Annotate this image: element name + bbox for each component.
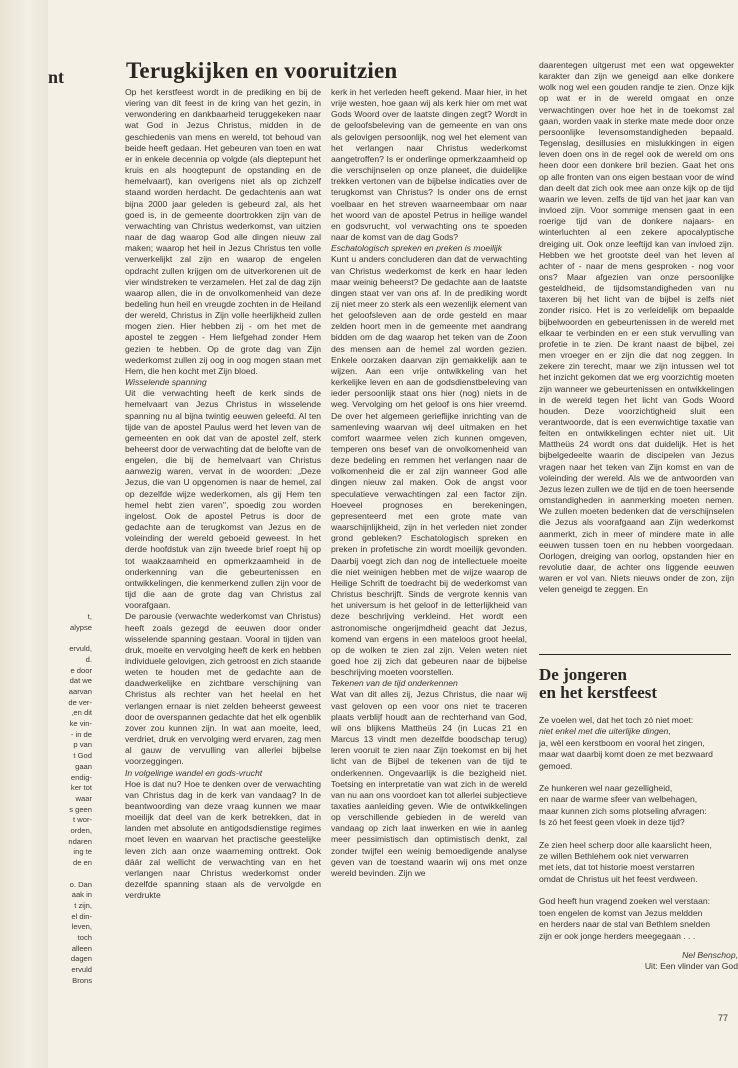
poem-title-line-1: De jongeren	[539, 665, 627, 684]
text-fragment: endig-	[70, 772, 92, 782]
poem-stanza	[539, 896, 738, 942]
poem-body	[539, 715, 738, 953]
poem-source: Uit: Een vlinder van God	[644, 961, 738, 972]
text-fragment: ing te	[73, 847, 92, 857]
text-fragment: ke vin-	[69, 719, 92, 729]
text-fragment: - in de	[70, 729, 92, 739]
poem-line: en naar de warme sfeer van welbehagen,	[539, 794, 698, 805]
poem-line: Ze voelen wel, dat het toch zó niet moet:	[539, 715, 694, 725]
poem-stanza	[539, 715, 738, 772]
poem-line: maar wat daarbij komt doen ze met bezwaard	[539, 749, 713, 760]
text-fragment: e door	[70, 665, 92, 675]
paragraph: Kunt u anders concluderen dan dat de verwachting van Christus wederkomst de kerk en haar leden maar weinig beheerst? De gedachte aan de laatste dingen staat ver van ons af. In de prediking wordt zij niet meer zo sterk als een wezenlijk element van het geloofsleven aan de orde gesteld en maar zelden hoort men in de gemeente met aandrang bidden om de dag waarop het teken van de Zoon des mensen aan de hemel zal worden gezien. Enkele oorzaken daarvan zijn gemakkelijk aan te wijzen. Aan een vrije ontwikkeling van het kerkelijke leven en aan de godsdienstbeleving van ieder persoonlijk staat ons hier (nog) niets in de weg. Vervolging om het geloof is ons hier vreemd. De over het algemeen gerieflijke inrichting van de samenleving waarvan wij deel uitmaken en het comfort waarmee velen zich kunnen omgeven, temperen ons besef van de onvolkomenheid van deze bedeling en remmen het verlangen naar de volkomenheid die er zal zijn wanneer God alle dingen nieuw zal maken. Ook de angst voor speculatieve verwachtingen zal een factor zijn. Hoeveel prognoses en berekeningen, gepresenteerd met een grote mate van waarschijnlijkheid, zijn in het verleden niet zonder grond gebleken? Eschatologisch spreken en preken in profetische zin wordt moeilijk gevonden. Daarbij voegt zich dan nog de intellectuele moeite die niet weinigen hebben met de wijze waarop de Heilige Schrift de toedracht bij de wederkomst van Christus beschrijft. Sinds de vergrote kennis van het universum is het geloof in de letterlijkheid van deze beschrijving verkleind. Het wordt een astronomische ongerijmdheid geacht dat Jezus, komend van ergens in een mateloos groot heelal, op de wolken te zien zal zijn. Velen weten niet goed hoe zij zich dat gebeuren naar de bijbelse beschrijving moeten voorstellen.	[331, 254, 527, 678]
section-divider	[539, 654, 731, 655]
scan-edge	[0, 0, 49, 1068]
poem-stanza	[539, 783, 738, 829]
poem-title	[539, 666, 738, 702]
text-fragment: d.	[85, 654, 92, 664]
text-fragment: toch	[77, 933, 92, 943]
text-fragment: gaan	[75, 761, 92, 771]
page-number: 77	[718, 1013, 729, 1023]
paragraph: kerk in het verleden heeft gekend. Maar hier, in het vrije westen, hoe gaan wij als kerk hier om met wat Gods Woord over de laatste dingen zegt? Wordt in de geloofsbeleving van de gemeente en van ons als gelovigen persoonlijk, nog wel het element van het verlangen naar Christus wederkomst aangetroffen? Is er onderlinge opmerkzaamheid op die verschijnselen op onze planeet, die duidelijke trekken vertonen van de bijbelse indicaties over de terugkomst van Christus? Is onder ons de ernst voelbaar en het streven waarneembaar om naar het woord van de apostel Petrus in heilige wandel en godsvrucht, vol verwachting ons te spoeden naar de komst van de dag Gods?	[331, 87, 527, 243]
poem-line: toen engelen de komst van Jezus meldden	[539, 907, 703, 918]
poem-line: omdat de Christus uit het feest verdween.	[539, 873, 698, 884]
text-fragment: alleen	[71, 943, 92, 953]
text-fragment: waar	[75, 793, 92, 803]
poem-line: niet enkel met die uiterlijke dingen,	[539, 726, 671, 737]
article-column-1	[125, 87, 321, 901]
text-fragment: t wor-	[73, 815, 92, 825]
text-fragment: ndaren	[68, 836, 92, 846]
paragraph: Uit die verwachting heeft de kerk sinds de hemelvaart van Jezus Christus in wisselende spanning nu al bijna twintig eeuwen geleefd. Al ten tijde van de apostel Paulus werd het leven van de gemeenten en ook dat van de apostel zelf, sterk beheerst door de verwachting dat de belofte van de engelen, die bij de hemelvaart van Christus aanwezig waren, vervat in de woorden: „Deze Jezus, die van U opgenomen is naar de hemel, zal op dezelfde wijze wederkomen, als gij Hem ten hemel hebt zien varen'', spoedig zou worden ingelost. Ook de apostel Petrus is door de gedachte aan de terugkomst van Jezus en de voleinding der wereld geboeid geweest. In het derde hoofdstuk van zijn tweede brief roept hij op tot waakzaamheid en opmerkzaamheid in de onderkenning van die gebeurtenissen en ontwikkelingen, die kenmerkend zullen zijn voor de tijd die aan de grote dag van Christus zal voorafgaan.	[125, 388, 321, 611]
article-column-3	[539, 60, 734, 596]
poem-title-line-2: en het kerstfeest	[539, 683, 658, 702]
previous-page-strip	[48, 52, 92, 992]
poem-line: ja, wèl een kerstboom en vooral het zingen,	[539, 737, 705, 748]
text-fragment: ker tot	[70, 783, 92, 793]
section-subheading: In volgelinge wandel en gods-vrucht	[125, 767, 263, 778]
paragraph: Hoe is dat nu? Hoe te denken over de verwachting van Christus dag in de kerk van vandaag? In de beantwoording van deze vraag kunnen we maar moeilijk dat deel van de kerk betrekken, dat in landen met absolute en antigodsdienstige regimes moet leven en waarvan het practische geestelijke leven zich aan onze waarneming onttrekt. Ook dáár zal wellicht de verwachting van en het verlangen naar Christus wederkomst onder dezelfde spanning staan als de vervolgde en verdrukte	[125, 778, 321, 901]
poem-line: God heeft hun vragend zoeken wel verstaan:	[539, 896, 711, 907]
poem-line: met iets, dat tot historie moest verstarren	[539, 862, 695, 873]
text-fragment: dat we	[69, 676, 92, 686]
text-fragment: leven,	[71, 922, 92, 932]
text-fragment: t,	[87, 612, 92, 621]
poem-author: Nel Benschop,	[682, 950, 738, 960]
poem-line: en herders naar de stal van Bethlem snelden	[539, 919, 711, 930]
paragraph: Op het kerstfeest wordt in de prediking en bij de viering van dit feest in de kring van het gezin, in verwondering en dankbaarheid teruggekeken naar wat God in Jezus Christus, midden in de geschiedenis van mens en wereld, tot behoud van beide heeft gedaan. Het gebeuren van toen en wat er in enkele decennia op volgde (als dieptepunt het kruis en als hoogtepunt de opstanding en de hemelvaart), kan overigens niet als op zichzelf staand worden herdacht. De gedachtenis aan wat bijna 2000 jaar geleden is gebeurd zal, als het goed is, in de gemeente doortrokken zijn van de verwachting van Christus wederkomst, van uitzien naar de dag waarop God alle dingen nieuw zal maken; waarop het heil in Jezus Christus ten volle verwerkelijkt zal zijn en waarop de engelen opdracht zullen krijgen om de uitverkorenen uit de vier windstreken te verzamelen. Het zal de dag zijn waarop allen, die in de onvolkomenheid van deze bedeling hun heil en vreugde zochten in de Heiland der wereld, Christus in Zijn volle heerlijkheid zullen mogen zien. Hier hebben zij - om het met de apostel te zeggen - Hem liefgehad zonder Hem gezien te hebben. Op de grote dag van Zijn wederkomst zullen zij oog in oog mogen staan met Hem, die hen kocht met Zijn bloed.	[125, 87, 321, 376]
poem-line: Ze hunkeren wel naar gezelligheid,	[539, 783, 673, 794]
text-fragment	[48, 869, 92, 880]
text-fragment: o. Dan	[69, 879, 92, 889]
poem-line: ze willen Bethlehem ook niet verwarren	[539, 851, 689, 862]
poem-attribution	[608, 950, 738, 973]
text-fragment: ervuld,	[69, 644, 92, 654]
text-fragment: aarvan	[68, 686, 92, 696]
section-subheading: Tekenen van de tijd onderkennen	[331, 678, 458, 689]
text-fragment: aak in	[71, 890, 92, 900]
poem-line: gemoed.	[539, 760, 573, 771]
section-subheading: Eschatologisch spreken en preken is moeilijk	[331, 243, 503, 254]
poem-line: zijn er ook jonge herders meegegaan . . .	[539, 930, 696, 941]
text-fragment: de ver-	[68, 697, 92, 707]
text-fragment: ,en dit	[71, 708, 92, 718]
text-fragment: Brons	[72, 975, 92, 985]
text-fragment: alypse	[70, 622, 92, 632]
text-fragment: s geen	[69, 804, 92, 814]
paragraph: De parousie (verwachte wederkomst van Christus) heeft zoals gezegd de eeuwen door onder wisselende spanning gestaan. Vooral in tijden van druk, moeite en vervolging heeft de kerk en hebben individuele gelovigen, zich getroost en zich staande weten te houden met de gedachte aan de daadwerkelijke en zichtbare verschijning van Christus als rechter van het heelal en het verlangen ernaar is niet zelden beheerst geweest door de overspannen gedachte dat het elk ogenblik zover zou kunnen zijn. In wat aan moeite, leed, verdriet, druk en vervolging werd ervaren, zag men al gauw de vervulling van allerlei bijbelse voorzeggingen.	[125, 611, 321, 767]
text-fragment: dagen	[70, 954, 92, 964]
poem-line: Ze zien heel scherp door alle kaarslicht heen,	[539, 839, 712, 850]
poem-stanza	[539, 840, 738, 886]
magazine-page	[48, 0, 738, 1068]
previous-page-title-fragment: nt	[48, 67, 65, 87]
text-fragment	[48, 633, 92, 644]
section-subheading: Wisselende spanning	[125, 377, 207, 388]
text-fragment: t God	[73, 751, 92, 761]
text-fragment: ervuld	[71, 965, 92, 975]
text-fragment: t zijn,	[74, 900, 92, 910]
previous-page-text-fragments	[48, 612, 92, 987]
article-title: Terugkijken en vooruitzien	[126, 58, 398, 83]
text-fragment: de en	[72, 858, 92, 868]
text-fragment: el din-	[71, 911, 92, 921]
poem-line: Is zó het feest geen vloek in deze tijd?	[539, 817, 685, 828]
paragraph: Wat van dit alles zij, Jezus Christus, die naar wij vast geloven op een voor ons niet te traceren plaats verblijf houdt aan de rechterhand van God, wil ons blijkens Mattheüs 24 (in Lucas 21 en Marcus 13 vindt men dezelfde boodschap terug) leren vooruit te zien naar Zijn toekomst en bij het licht van de Bijbel de tekenen van de tijd te onderkennen. Ongevaarlijk is die bezigheid niet. Toetsing en interpretatie van wat zich in de wereld van nu aan ons voordoet kan tot allerlei subjectieve taxaties aanleiding geven. Wie de ontwikkelingen op verschillende gebieden in de wereld van vandaag op zich laat inwerken en wie in aanleg meer pessimistisch dan optimistisch denkt, zal zonder twijfel een weinig bemoedigende analyse geven van de toestand waarin wij ons met onze wereld bevinden. Zijn we	[331, 689, 527, 878]
text-fragment: orden,	[70, 826, 92, 836]
poem-line: maar kunnen zich soms plotseling afvragen:	[539, 805, 707, 816]
paragraph: daarentegen uitgerust met een wat opgewekter karakter dan zijn we geneigd aan elke donkere wolk nog wel een gouden randje te zien. Onze kijk op wat er in de wereld omgaat en onze verwachtingen over hoe het in de toekomst zal gaan, worden vaak in sterke mate mede door onze persoonlijke levensomstandigheden bepaald. Tegenslag, desillusies en mislukkingen in eigen leven doen ons in de regel ook de wereld om ons heen door een donkere bril bezien. Gaat het ons op alle fronten van ons eigen bestaan voor de wind dan deelt dat zich ook mee aan onze kijk op de tijd waarin we leven. zelfs de tijd van het jaar kan van invloed zijn. Voor sommige mensen gaat in een roerige tijd van de donkere najaars- en winterluchten al een zekere apocalyptische dreiging uit. Ook onze leeftijd kan van invloed zijn. Hebben we het grootste deel van het leven al achter of - naar de mens gesproken - nog voor ons? Maar afgezien van onze persoonlijke gesteldheid, de tijdsomstandigheden van nu taxeren bij het licht van de bijbel is zelfs niet zonder risico. Het is zo verleidelijk om bepaalde bijbelwoorden en gebeurtenissen in de wereld met elkaar te verbinden en er een stuk vervulling van profetie in te zien. De krant naast de bijbel, zei men vroeger en er zijn die dat nog zeggen. In zekere zin terecht, maar we zijn intussen wel tot het inzicht gekomen dat we erg voorzichtig moeten zijn wanneer we gebeurtenissen en ontwikkelingen in de wereld tegen het licht van Gods Woord houden. Deze voorzichtigheid sluit een verantwoorde, dat is een evenwichtige taxatie van feiten en ontwikkelingen echter niet uit. Uit Mattheüs 24 wordt ons dat duidelijk. Het is het bijbelgedeelte waarin de discipelen van Jezus vragen naar het teken van Zijn komst en van de voleinding der wereld. Als we de antwoorden van Jezus lezen zullen we de tijd en de toen heersende omstandigheden in aanmerking moeten nemen. We zullen moeten bedenken dat de verschijnselen die Jezus als voorafgaand aan Zijn wederkomst aanmerkt, zich in meer of mindere mate in alle eeuwen tussen toen en nu hebben voorgedaan. Oorlogen, dreiging van oorlog, opstanden hier en revolutie daar, de achter ons liggende eeuwen waren er vol van. Niets nieuws onder de zon, zijn velen geneigd te zeggen. En	[539, 60, 734, 595]
article-column-2	[331, 87, 527, 879]
text-fragment: p van	[73, 740, 92, 750]
